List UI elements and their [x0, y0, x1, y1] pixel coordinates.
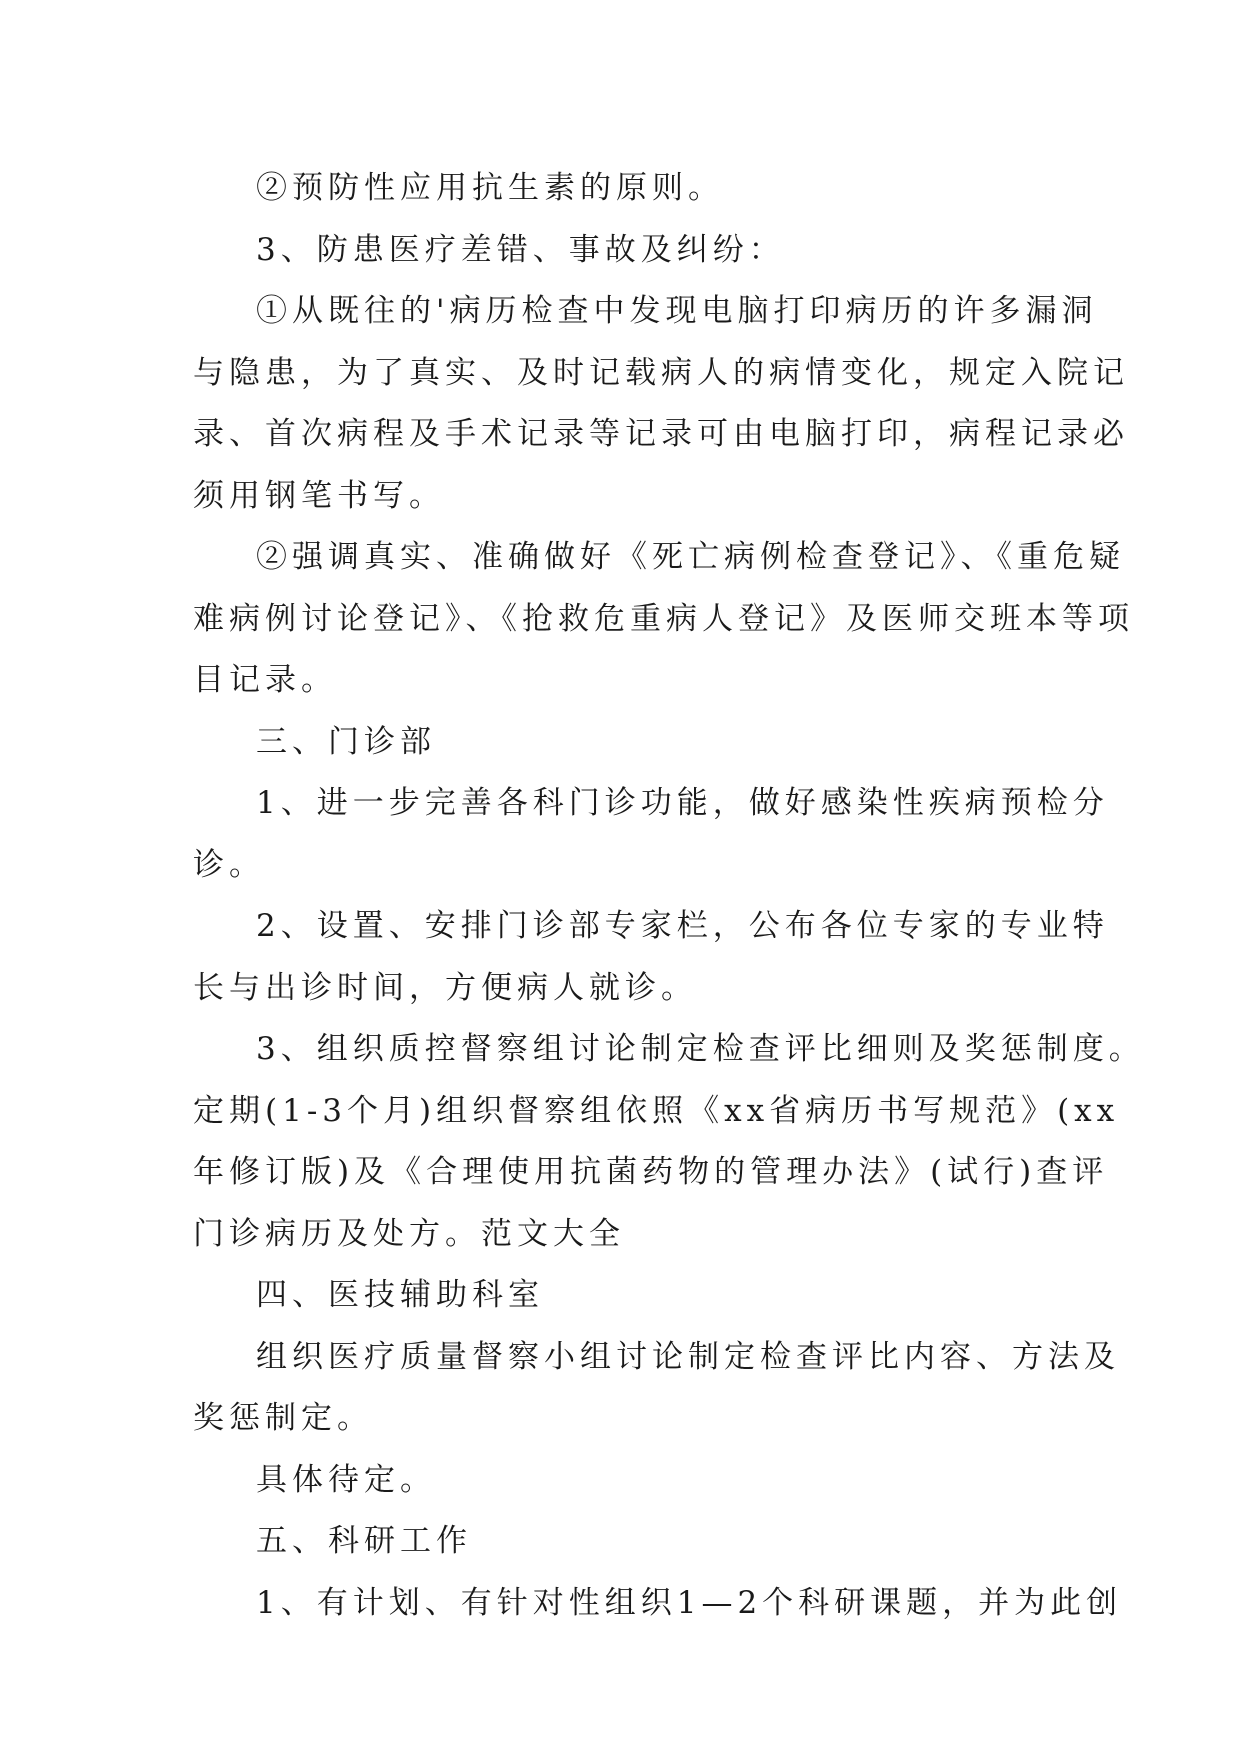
section-heading: 五、科研工作	[256, 1523, 472, 1559]
text-line: 须用钢笔书写。	[193, 477, 445, 514]
text-line: 组织医疗质量督察小组讨论制定检查评比内容、方法及	[256, 1338, 1120, 1375]
document-body	[193, 158, 1145, 1634]
text-line: 具体待定。	[256, 1461, 436, 1498]
text-line: 年修订版)及《合理使用抗菌药物的管理办法》(试行)查评	[193, 1154, 1109, 1190]
text-line: 1、进一步完善各科门诊功能，做好感染性疾病预检分	[256, 785, 1109, 821]
text-line: 1、有计划、有针对性组织1—2个科研课题，并为此创	[256, 1584, 1123, 1621]
section-heading: 四、医技辅助科室	[256, 1277, 544, 1313]
text-line: 目记录。	[193, 662, 337, 698]
text-line: 3、组织质控督察组讨论制定检查评比细则及奖惩制度。	[256, 1031, 1145, 1067]
text-line: 3、防患医疗差错、事故及纠纷：	[256, 231, 785, 268]
text-line: 录、首次病程及手术记录等记录可由电脑打印，病程记录必	[193, 416, 1129, 452]
text-line: ①从既往的'病历检查中发现电脑打印病历的许多漏洞	[256, 293, 1098, 329]
text-line: 门诊病历及处方。范文大全	[193, 1215, 625, 1252]
text-line: 诊。	[193, 846, 265, 883]
text-line: 长与出诊时间，方便病人就诊。	[193, 969, 697, 1006]
text-line: 2、设置、安排门诊部专家栏，公布各位专家的专业特	[256, 908, 1109, 944]
text-line: 定期(1-3个月)组织督察组依照《xx省病历书写规范》(xx	[193, 1092, 1120, 1129]
text-line: ②预防性应用抗生素的原则。	[256, 170, 724, 206]
section-heading: 三、门诊部	[256, 723, 436, 760]
text-line: 与隐患，为了真实、及时记载病人的病情变化，规定入院记	[193, 354, 1129, 391]
text-line: 奖惩制定。	[193, 1400, 373, 1436]
text-line: ②强调真实、准确做好《死亡病例检查登记》、《重危疑	[256, 539, 1125, 575]
text-line: 难病例讨论登记》、《抢救危重病人登记》及医师交班本等项	[193, 600, 1134, 637]
